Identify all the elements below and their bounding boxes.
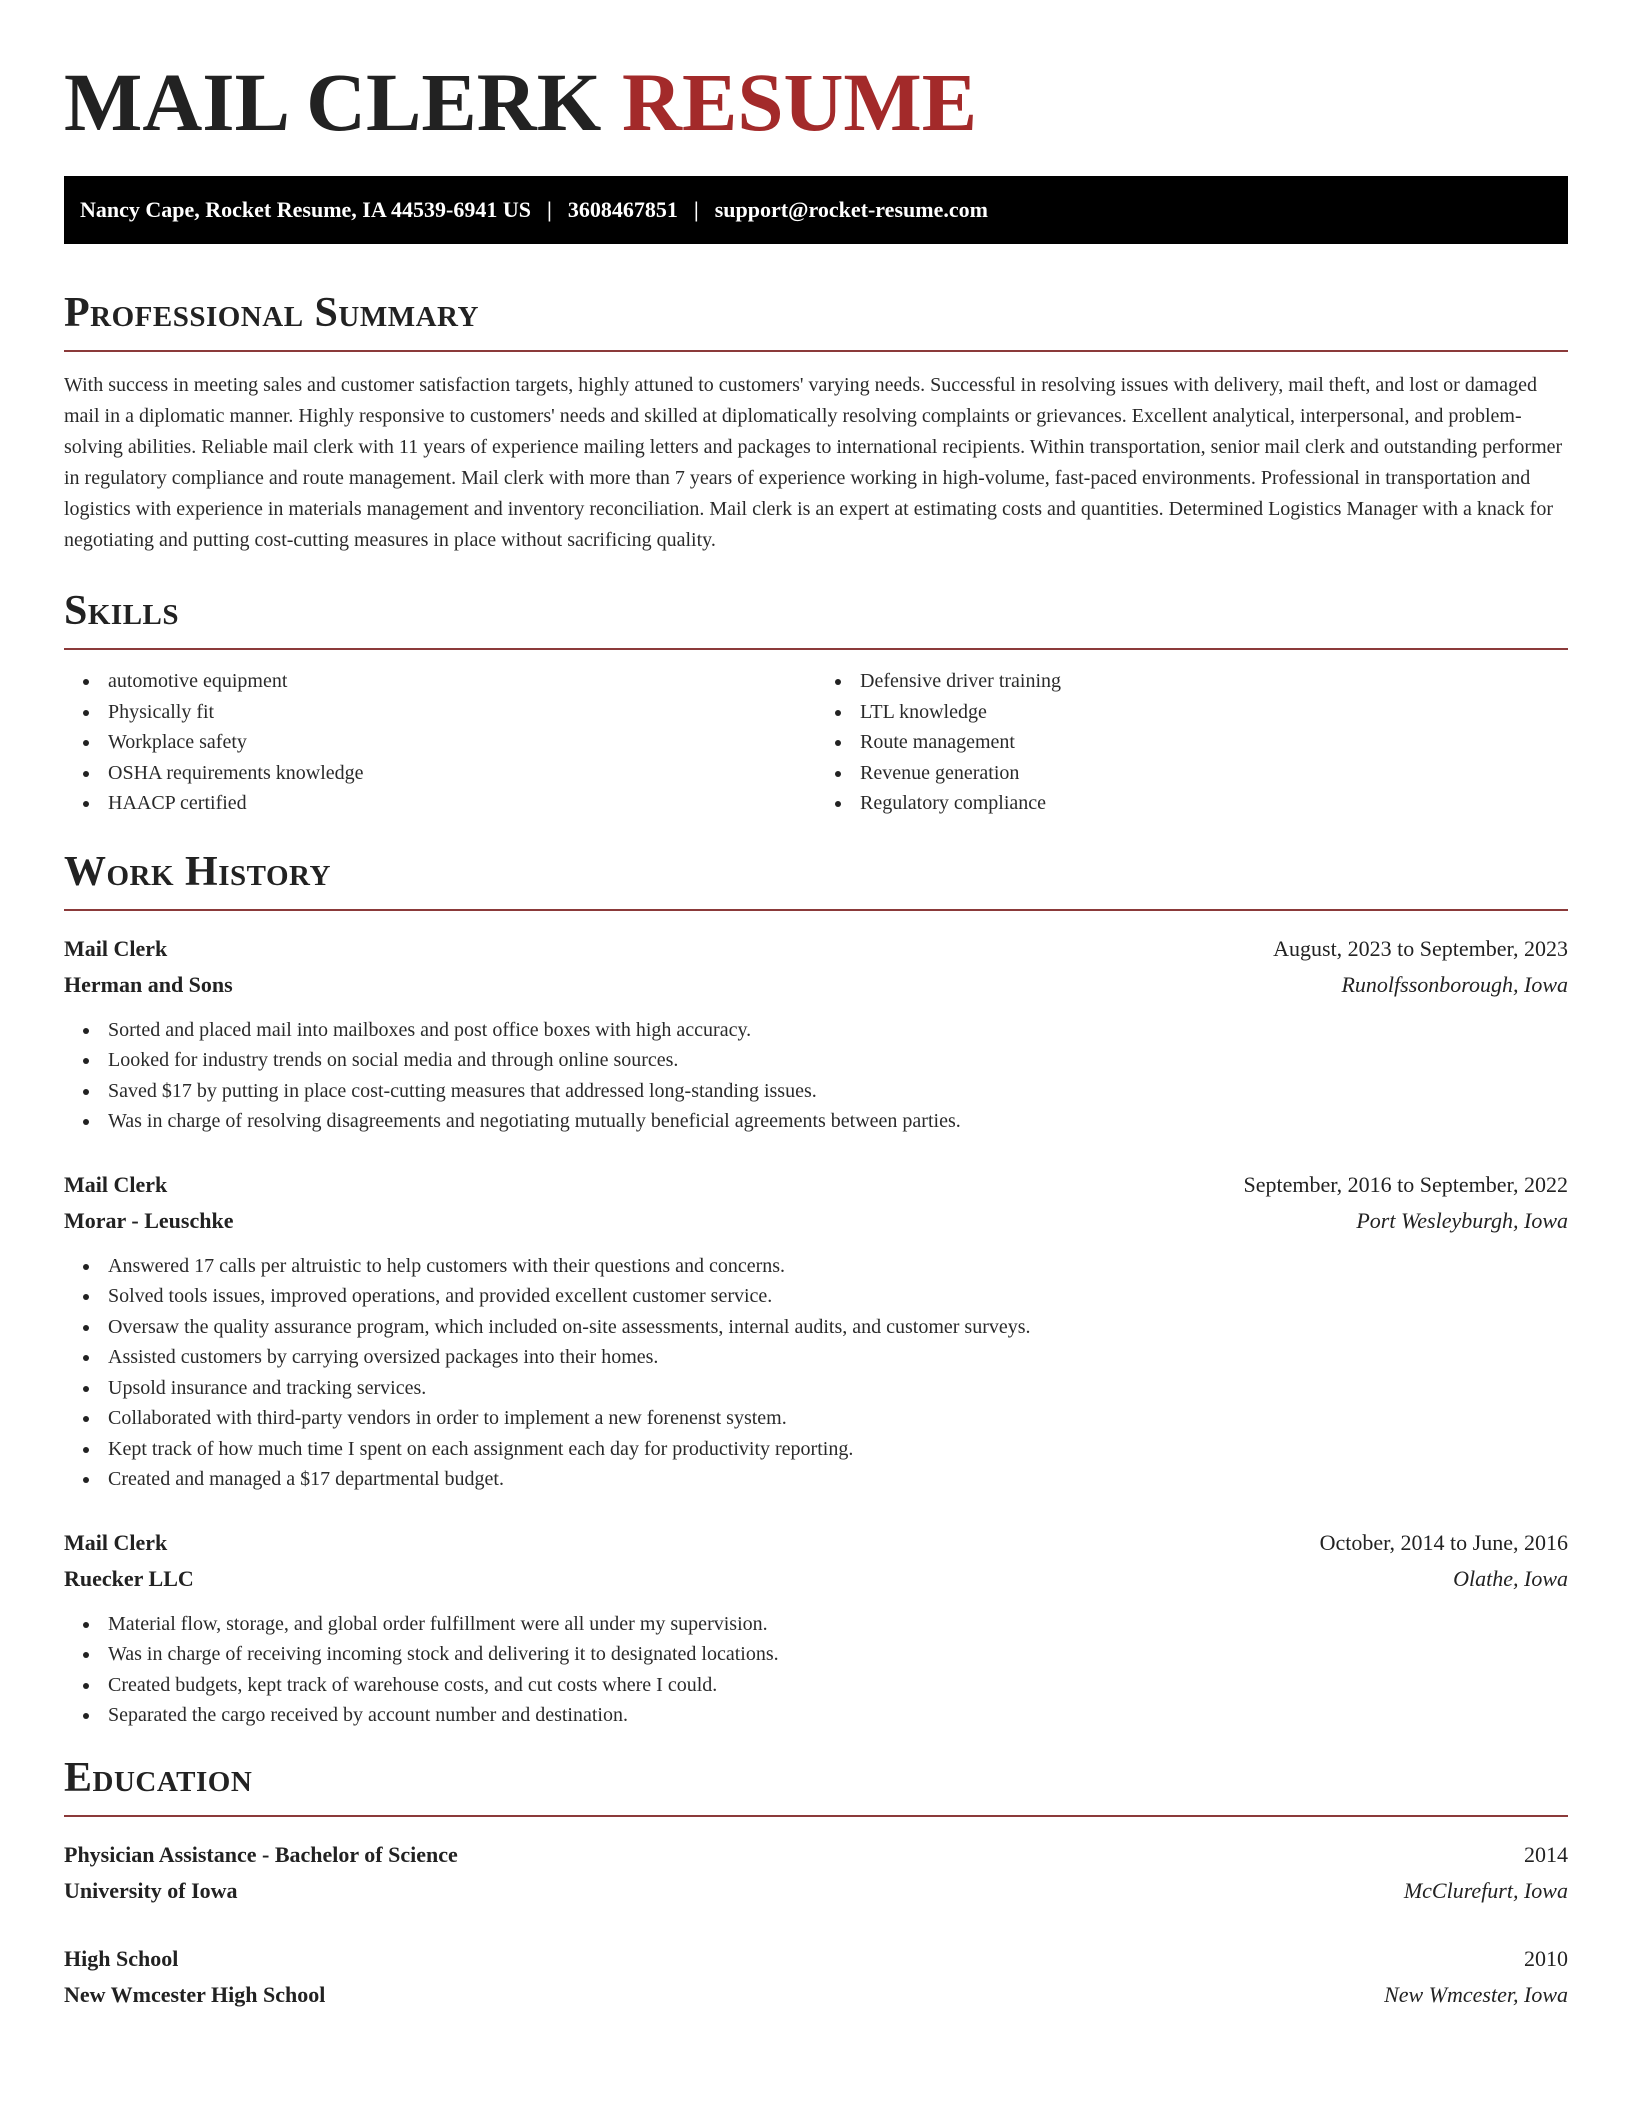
- education-school: University of Iowa: [64, 1877, 238, 1903]
- skill-item: LTL knowledge: [860, 697, 1568, 728]
- contact-address: Nancy Cape, Rocket Resume, IA 44539-6941 US: [80, 197, 531, 222]
- summary-text: With success in meeting sales and customer satisfaction targets, highly attuned to customers' varying needs. Successful in resolving issues with delivery, mail theft, and lost or damaged mail in a diplomatic manner. Highly responsive to customers' needs and skilled at diplomatically resolving complaints or grievances. Excellent analytical, interpersonal, and problem-solving abilities. Reliable mail clerk with 11 years of experience mailing letters and packages to international recipients. Within transportation, senior mail clerk and outstanding performer in regulatory compliance and route management. Mail clerk with more than 7 years of experience working in high-volume, fast-paced environments. Professional in transportation and logistics with experience in materials management and inventory reconciliation. Mail clerk is an expert at estimating costs and quantities. Determined Logistics Manager with a knack for negotiating and putting cost-cutting measures in place without sacrificing quality.: [64, 374, 1563, 551]
- resume-title: [64, 52, 1568, 152]
- job-entry: [64, 931, 1568, 1137]
- job-duty: Was in charge of resolving disagreements and negotiating mutually beneficial agreements between parties.: [108, 1106, 1568, 1137]
- job-duty: Collaborated with third-party vendors in order to implement a new forenenst system.: [108, 1403, 1568, 1434]
- job-duty: Created and managed a $17 departmental budget.: [108, 1464, 1568, 1495]
- job-duty: Answered 17 calls per altruistic to help customers with their questions and concerns.: [108, 1251, 1568, 1282]
- skill-item: Revenue generation: [860, 758, 1568, 789]
- job-duty: Saved $17 by putting in place cost-cutting measures that addressed long-standing issues.: [108, 1076, 1568, 1107]
- job-location: Runolfssonborough, Iowa: [1341, 971, 1568, 997]
- section-heading-skills: Skills: [64, 588, 180, 634]
- skills-column-right: [816, 666, 1568, 819]
- job-duty: Was in charge of receiving incoming stock and delivering it to designated locations.: [108, 1639, 1568, 1670]
- skill-item: Route management: [860, 727, 1568, 758]
- education-degree: Physician Assistance - Bachelor of Science: [64, 1841, 458, 1867]
- job-title: Mail Clerk: [64, 1529, 168, 1555]
- job-duty: Sorted and placed mail into mailboxes and post office boxes with high accuracy.: [108, 1015, 1568, 1046]
- skill-item: HAACP certified: [108, 788, 816, 819]
- skill-item: automotive equipment: [108, 666, 816, 697]
- job-company: Herman and Sons: [64, 971, 233, 997]
- job-dates: October, 2014 to June, 2016: [1319, 1529, 1568, 1555]
- skill-item: Workplace safety: [108, 727, 816, 758]
- section-divider: [64, 648, 1568, 650]
- education-entry: [64, 1941, 1568, 2013]
- job-duties-list: [64, 1015, 1568, 1137]
- skill-item: Physically fit: [108, 697, 816, 728]
- job-entry: [64, 1167, 1568, 1495]
- job-location: Port Wesleyburgh, Iowa: [1356, 1207, 1568, 1233]
- job-duty: Separated the cargo received by account number and destination.: [108, 1700, 1568, 1731]
- contact-separator: |: [693, 197, 699, 222]
- skill-item: Regulatory compliance: [860, 788, 1568, 819]
- job-duty: Upsold insurance and tracking services.: [108, 1373, 1568, 1404]
- section-heading-work-history: Work History: [64, 848, 331, 895]
- job-duty: Assisted customers by carrying oversized packages into their homes.: [108, 1342, 1568, 1373]
- contact-separator: |: [546, 197, 552, 222]
- job-title: Mail Clerk: [64, 935, 168, 961]
- job-duty: Oversaw the quality assurance program, which included on-site assessments, internal audits, and customer surveys.: [108, 1312, 1568, 1343]
- work-history-section: [64, 847, 1568, 1731]
- job-duty: Created budgets, kept track of warehouse costs, and cut costs where I could.: [108, 1670, 1568, 1701]
- skills-grid: [64, 666, 1568, 819]
- skills-section: [64, 586, 1568, 819]
- title-resume: RESUME: [622, 56, 978, 148]
- job-duties-list: [64, 1609, 1568, 1731]
- skills-column-left: [64, 666, 816, 819]
- section-divider: [64, 1815, 1568, 1817]
- summary-section: [64, 288, 1568, 556]
- job-duty: Solved tools issues, improved operations, and provided excellent customer service.: [108, 1281, 1568, 1312]
- education-entry: [64, 1837, 1568, 1909]
- education-school: New Wmcester High School: [64, 1981, 326, 2007]
- education-location: New Wmcester, Iowa: [1384, 1981, 1568, 2007]
- job-dates: August, 2023 to September, 2023: [1273, 935, 1568, 961]
- education-location: McClurefurt, Iowa: [1403, 1877, 1568, 1903]
- job-dates: September, 2016 to September, 2022: [1243, 1171, 1568, 1197]
- education-degree: High School: [64, 1945, 179, 1971]
- job-entry: [64, 1525, 1568, 1731]
- job-company: Morar - Leuschke: [64, 1207, 234, 1233]
- contact-email: support@rocket-resume.com: [714, 197, 988, 222]
- job-location: Olathe, Iowa: [1453, 1565, 1568, 1591]
- section-divider: [64, 350, 1568, 352]
- contact-bar: [64, 176, 1568, 244]
- education-section: [64, 1753, 1568, 2013]
- education-year: 2010: [1524, 1945, 1568, 1971]
- job-company: Ruecker LLC: [64, 1565, 194, 1591]
- title-job: MAIL CLERK: [64, 56, 602, 148]
- job-duty: Kept track of how much time I spent on each assignment each day for productivity reporting.: [108, 1434, 1568, 1465]
- section-divider: [64, 909, 1568, 911]
- section-heading-education: Education: [64, 1754, 253, 1801]
- job-duty: Material flow, storage, and global order fulfillment were all under my supervision.: [108, 1609, 1568, 1640]
- job-duties-list: [64, 1251, 1568, 1495]
- skill-item: OSHA requirements knowledge: [108, 758, 816, 789]
- section-heading-summary: Professional Summary: [64, 290, 479, 336]
- skill-item: Defensive driver training: [860, 666, 1568, 697]
- contact-phone: 3608467851: [567, 197, 678, 222]
- job-title: Mail Clerk: [64, 1171, 168, 1197]
- job-duty: Looked for industry trends on social media and through online sources.: [108, 1045, 1568, 1076]
- education-year: 2014: [1524, 1841, 1568, 1867]
